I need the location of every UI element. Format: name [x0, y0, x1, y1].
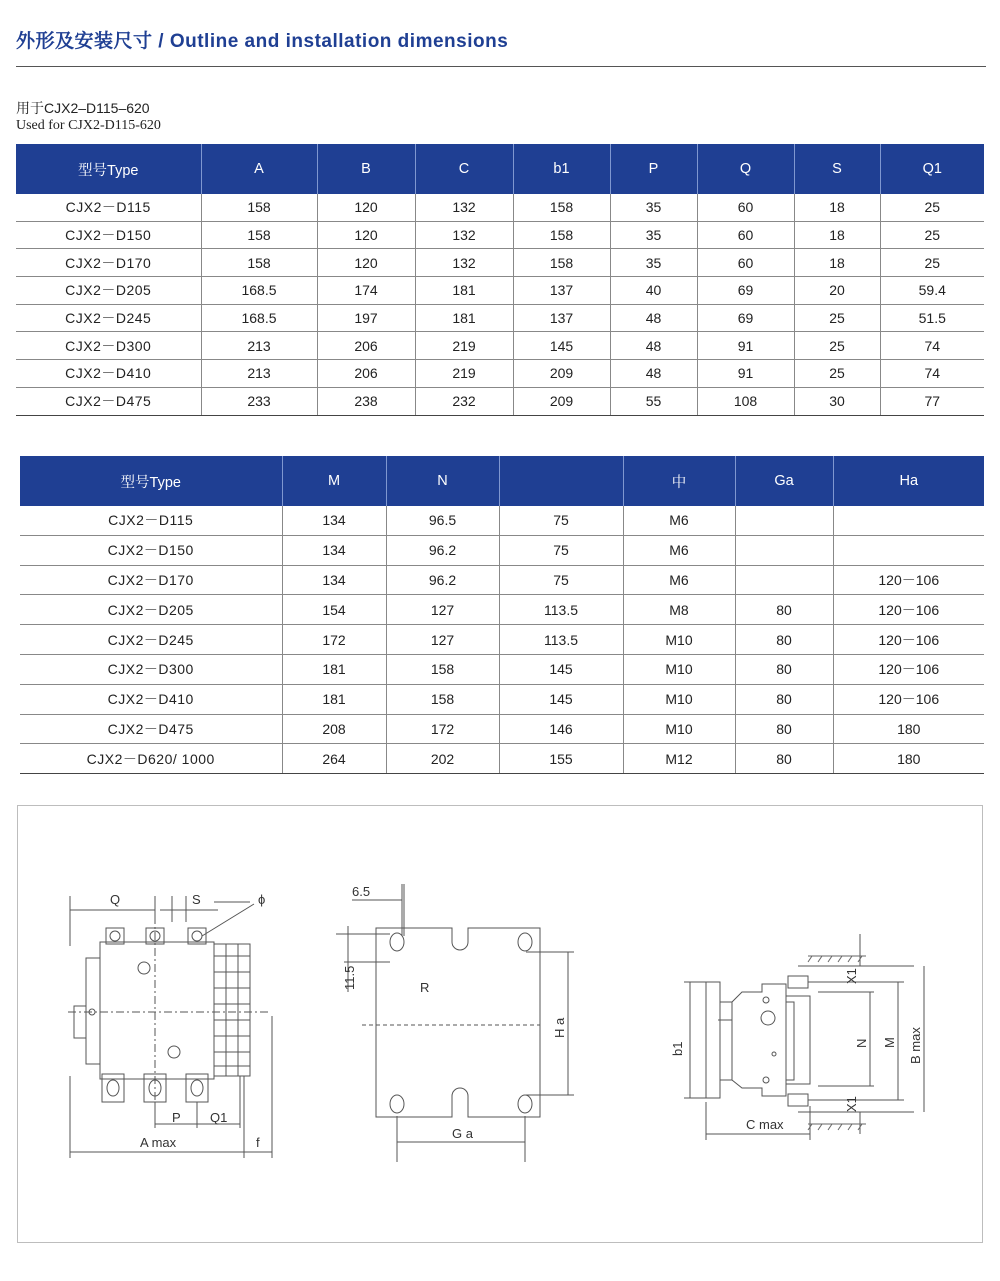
model-cell: CJX2－D150: [20, 535, 282, 565]
value-cell: 96.5: [386, 506, 499, 535]
value-cell: 51.5: [880, 304, 984, 332]
table-2-header-1: M: [282, 456, 386, 506]
model-cell: CJX2－D300: [20, 654, 282, 684]
value-cell: 168.5: [201, 304, 317, 332]
value-cell: 74: [880, 332, 984, 360]
value-cell: 120: [317, 249, 415, 277]
value-cell: 25: [794, 304, 880, 332]
value-cell: 120－106: [833, 625, 984, 655]
value-cell: 132: [415, 221, 513, 249]
table-1-header-4: b1: [513, 144, 610, 194]
model-cell: CJX2－D115: [20, 506, 282, 535]
dim-label-n: N: [854, 1038, 869, 1048]
table-row: [20, 565, 984, 595]
table-2-header-6: Ha: [833, 456, 984, 506]
value-cell: 172: [386, 714, 499, 744]
value-cell: 174: [317, 277, 415, 305]
value-cell: 219: [415, 332, 513, 360]
value-cell: 120－106: [833, 654, 984, 684]
dim-label-m: M: [882, 1037, 897, 1048]
table-row: [16, 249, 984, 277]
dim-label-ha: H a: [552, 1017, 567, 1038]
value-cell: 134: [282, 565, 386, 595]
value-cell: 74: [880, 360, 984, 388]
value-cell: 158: [513, 249, 610, 277]
value-cell: 35: [610, 249, 697, 277]
value-cell: 25: [794, 360, 880, 388]
value-cell: 137: [513, 277, 610, 305]
table-1-header-1: A: [201, 144, 317, 194]
value-cell: 146: [499, 714, 623, 744]
table-row: [16, 194, 984, 221]
value-cell: 48: [610, 360, 697, 388]
table-row: [16, 360, 984, 388]
value-cell: 134: [282, 535, 386, 565]
subtitle-chinese: 用于CJX2–D115–620: [16, 100, 150, 116]
value-cell: M12: [623, 744, 735, 774]
value-cell: 120－106: [833, 595, 984, 625]
value-cell: 145: [499, 684, 623, 714]
table-2-body: [20, 506, 984, 774]
table-1-header-6: Q: [697, 144, 794, 194]
value-cell: M10: [623, 714, 735, 744]
value-cell: 202: [386, 744, 499, 774]
dim-label-q1: Q1: [210, 1110, 228, 1125]
value-cell: 96.2: [386, 535, 499, 565]
value-cell: 134: [282, 506, 386, 535]
value-cell: 132: [415, 249, 513, 277]
value-cell: 145: [513, 332, 610, 360]
value-cell: M8: [623, 595, 735, 625]
value-cell: 158: [201, 194, 317, 221]
value-cell: 132: [415, 194, 513, 221]
model-cell: CJX2－D245: [16, 304, 201, 332]
model-cell: CJX2－D475: [16, 387, 201, 415]
value-cell: 158: [386, 684, 499, 714]
value-cell: 155: [499, 744, 623, 774]
value-cell: 59.4: [880, 277, 984, 305]
table-2-header-4: 中: [623, 456, 735, 506]
value-cell: 75: [499, 565, 623, 595]
value-cell: 60: [697, 194, 794, 221]
value-cell: M10: [623, 625, 735, 655]
dim-label-f: f: [256, 1135, 260, 1150]
value-cell: [833, 535, 984, 565]
table-1-header-2: B: [317, 144, 415, 194]
value-cell: 18: [794, 221, 880, 249]
value-cell: 180: [833, 714, 984, 744]
value-cell: 168.5: [201, 277, 317, 305]
value-cell: M6: [623, 506, 735, 535]
front-view-drawing: [68, 896, 272, 1158]
value-cell: 18: [794, 249, 880, 277]
value-cell: 264: [282, 744, 386, 774]
value-cell: M10: [623, 654, 735, 684]
value-cell: 120－106: [833, 684, 984, 714]
value-cell: 158: [201, 221, 317, 249]
value-cell: 238: [317, 387, 415, 415]
dim-label-c-max: C max: [746, 1117, 784, 1132]
model-cell: CJX2－D410: [16, 360, 201, 388]
value-cell: M6: [623, 535, 735, 565]
table-row: [16, 304, 984, 332]
mounting-plate-drawing: [336, 884, 574, 1162]
dim-label-r: R: [420, 980, 430, 995]
value-cell: 91: [697, 332, 794, 360]
dim-label-ga: G a: [452, 1126, 473, 1141]
table-row: [16, 277, 984, 305]
value-cell: 48: [610, 304, 697, 332]
value-cell: 80: [735, 714, 833, 744]
value-cell: 158: [513, 221, 610, 249]
value-cell: 40: [610, 277, 697, 305]
value-cell: 120: [317, 194, 415, 221]
value-cell: 209: [513, 387, 610, 415]
table-row: [20, 535, 984, 565]
model-cell: CJX2－D115: [16, 194, 201, 221]
table-row: [20, 625, 984, 655]
value-cell: 180: [833, 744, 984, 774]
dim-label-a-max: A max: [140, 1135, 177, 1150]
value-cell: 172: [282, 625, 386, 655]
model-cell: CJX2－D245: [20, 625, 282, 655]
value-cell: 96.2: [386, 565, 499, 595]
model-cell: CJX2－D410: [20, 684, 282, 714]
model-cell: CJX2－D300: [16, 332, 201, 360]
value-cell: 20: [794, 277, 880, 305]
value-cell: 158: [513, 194, 610, 221]
table-row: [16, 387, 984, 415]
value-cell: 127: [386, 625, 499, 655]
value-cell: 80: [735, 625, 833, 655]
table-2-header-2: N: [386, 456, 499, 506]
value-cell: 75: [499, 535, 623, 565]
value-cell: 158: [386, 654, 499, 684]
value-cell: 108: [697, 387, 794, 415]
value-cell: 197: [317, 304, 415, 332]
page-title: 外形及安装尺寸 / Outline and installation dimensions: [16, 31, 509, 52]
side-view-drawing: [684, 934, 924, 1140]
table-2-header-5: Ga: [735, 456, 833, 506]
value-cell: 25: [794, 332, 880, 360]
table-1-header-8: Q1: [880, 144, 984, 194]
value-cell: [735, 565, 833, 595]
value-cell: 219: [415, 360, 513, 388]
value-cell: 80: [735, 744, 833, 774]
dim-label-phi: ϕ: [258, 892, 266, 907]
value-cell: 75: [499, 506, 623, 535]
model-cell: CJX2－D475: [20, 714, 282, 744]
model-cell: CJX2－D170: [16, 249, 201, 277]
dimensions-table-2: [20, 456, 984, 774]
dimensions-table-1: [16, 144, 984, 416]
dim-label-s: S: [192, 892, 201, 907]
value-cell: [735, 535, 833, 565]
dim-label-b-max: B max: [908, 1027, 923, 1064]
model-cell: CJX2－D205: [16, 277, 201, 305]
model-cell: CJX2－D150: [16, 221, 201, 249]
value-cell: 209: [513, 360, 610, 388]
value-cell: 60: [697, 249, 794, 277]
table-row: [16, 221, 984, 249]
value-cell: 127: [386, 595, 499, 625]
value-cell: 120－106: [833, 565, 984, 595]
table-2-header-0: 型号Type: [20, 456, 282, 506]
value-cell: 113.5: [499, 595, 623, 625]
value-cell: 158: [201, 249, 317, 277]
table-1-header-5: P: [610, 144, 697, 194]
value-cell: 181: [282, 654, 386, 684]
value-cell: 35: [610, 221, 697, 249]
table-2-header-row: [20, 456, 984, 506]
value-cell: 154: [282, 595, 386, 625]
value-cell: 25: [880, 221, 984, 249]
table-row: [20, 506, 984, 535]
value-cell: 145: [499, 654, 623, 684]
table-row: [16, 332, 984, 360]
title-divider: [16, 66, 986, 67]
table-row: [20, 595, 984, 625]
model-cell: CJX2－D620/ 1000: [20, 744, 282, 774]
value-cell: 60: [697, 221, 794, 249]
value-cell: M6: [623, 565, 735, 595]
value-cell: [833, 506, 984, 535]
dim-label-6-5: 6.5: [352, 884, 371, 899]
value-cell: 25: [880, 249, 984, 277]
table-row: [20, 744, 984, 774]
dim-label-x1-top: X1: [844, 968, 859, 984]
value-cell: 213: [201, 332, 317, 360]
model-cell: CJX2－D205: [20, 595, 282, 625]
value-cell: 232: [415, 387, 513, 415]
value-cell: 120: [317, 221, 415, 249]
value-cell: 137: [513, 304, 610, 332]
value-cell: 233: [201, 387, 317, 415]
value-cell: 48: [610, 332, 697, 360]
table-1-header-0: 型号Type: [16, 144, 201, 194]
table-1-header-row: [16, 144, 984, 194]
dim-label-p: P: [172, 1110, 181, 1125]
value-cell: 213: [201, 360, 317, 388]
value-cell: 69: [697, 304, 794, 332]
value-cell: 91: [697, 360, 794, 388]
value-cell: 80: [735, 684, 833, 714]
value-cell: 208: [282, 714, 386, 744]
value-cell: 181: [415, 277, 513, 305]
dim-label-b1: b1: [670, 1041, 685, 1056]
value-cell: 80: [735, 654, 833, 684]
value-cell: 18: [794, 194, 880, 221]
value-cell: 206: [317, 332, 415, 360]
value-cell: 30: [794, 387, 880, 415]
table-1-header-3: C: [415, 144, 513, 194]
table-row: [20, 654, 984, 684]
table-1-header-7: S: [794, 144, 880, 194]
subtitle-english: Used for CJX2-D115-620: [16, 118, 161, 133]
table-2-header-3: [499, 456, 623, 506]
installation-drawing-frame: [17, 805, 983, 1243]
value-cell: 25: [880, 194, 984, 221]
value-cell: 77: [880, 387, 984, 415]
table-1-body: [16, 194, 984, 415]
dim-label-q: Q: [110, 892, 121, 907]
value-cell: [735, 506, 833, 535]
value-cell: 113.5: [499, 625, 623, 655]
table-row: [20, 684, 984, 714]
value-cell: 206: [317, 360, 415, 388]
value-cell: 55: [610, 387, 697, 415]
value-cell: 181: [415, 304, 513, 332]
dim-label-11-5: 11.5: [342, 965, 357, 990]
value-cell: 69: [697, 277, 794, 305]
value-cell: M10: [623, 684, 735, 714]
value-cell: 181: [282, 684, 386, 714]
model-cell: CJX2－D170: [20, 565, 282, 595]
dim-label-x1-bottom: X1: [844, 1096, 859, 1112]
value-cell: 35: [610, 194, 697, 221]
value-cell: 80: [735, 595, 833, 625]
table-row: [20, 714, 984, 744]
